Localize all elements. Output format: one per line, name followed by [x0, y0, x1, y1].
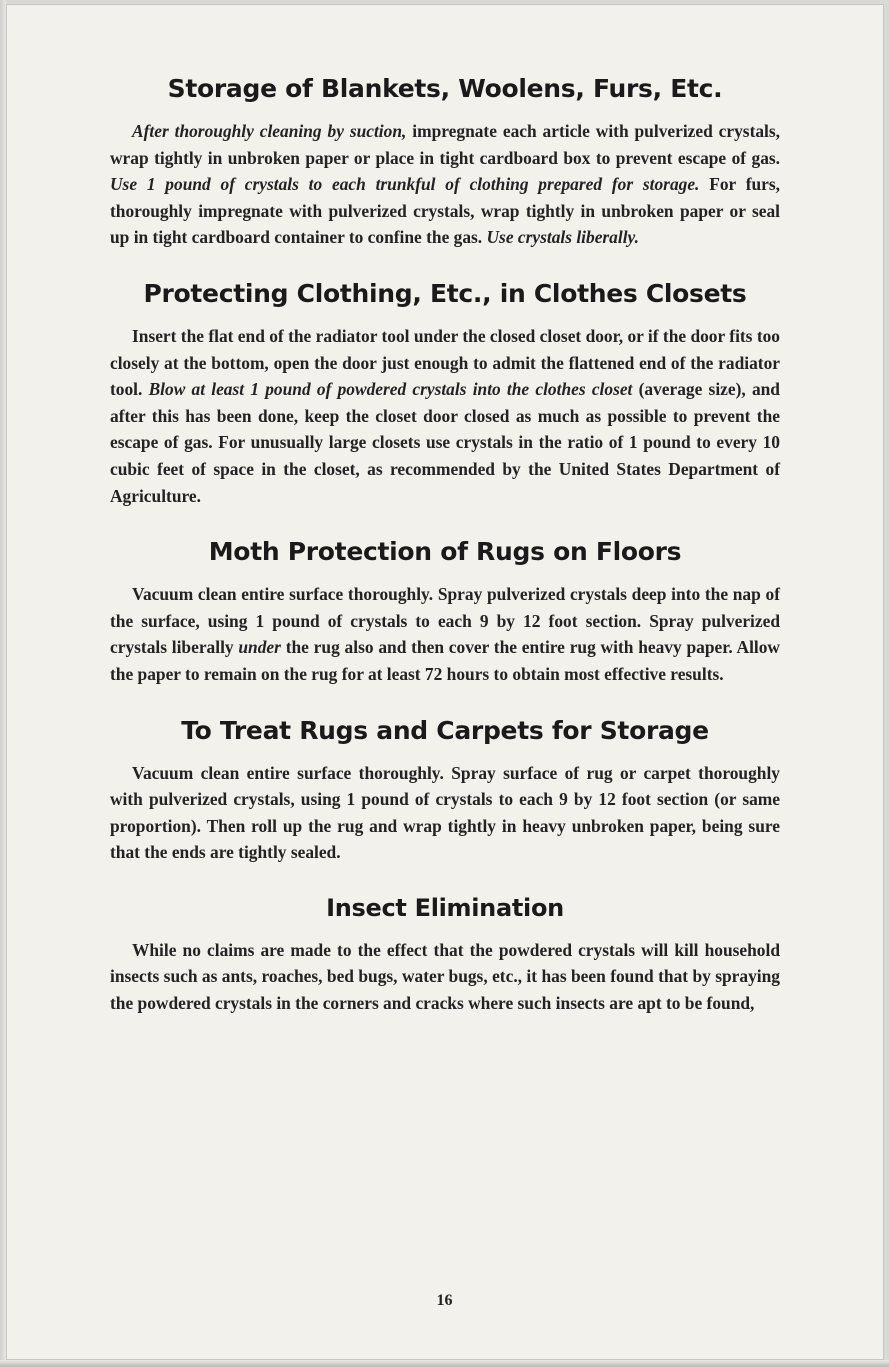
paragraph-italic-span: under: [238, 637, 281, 658]
section-blanket-storage: [110, 74, 780, 251]
section-paragraph: [110, 937, 780, 1017]
section-rug-storage: [110, 716, 780, 866]
section-rugs-on-floors: [110, 537, 780, 687]
section-heading: Insect Elimination: [326, 893, 564, 922]
document-content: [110, 64, 780, 1016]
paragraph-italic-span: Use crystals liberally.: [486, 227, 639, 248]
paragraph-span: impregnate each article with pulverized crystals, wrap tightly in unbroken paper or place in tight cardboard box to prevent escape of gas.: [110, 121, 780, 168]
paragraph-span: the rug also and then cover the entire rug with heavy paper. Allow the paper to remain on the rug for at least 72 hours to obtain most effective results.: [110, 637, 780, 684]
section-paragraph: [110, 323, 780, 509]
paragraph-italic-span: After thoroughly cleaning by suction,: [132, 121, 407, 141]
page-edge-bottom: [0, 1360, 889, 1367]
section-insect-elimination: [110, 894, 780, 1017]
section-heading: Moth Protection of Rugs on Floors: [208, 537, 682, 567]
page-number: 16: [436, 1292, 453, 1309]
paragraph-span: While no claims are made to the effect that the powdered crystals will kill household insects such as ants, roaches, bed bugs, water bugs, etc., it has been found that by spraying the powdered crystals in the corners and cracks where such insects are apt to be found,: [110, 939, 780, 1013]
section-heading: Protecting Clothing, Etc., in Clothes Closets: [143, 278, 747, 308]
paragraph-span: For furs, thoroughly impregnate with pulverized crystals, wrap tightly in unbroken paper or seal up in tight cardboard container to confine the gas.: [110, 174, 780, 248]
section-heading: Storage of Blankets, Woolens, Furs, Etc.: [167, 74, 723, 103]
paragraph-italic-span: Blow at least 1 pound of powdered crystals into the clothes closet: [148, 379, 633, 400]
section-paragraph: [110, 118, 780, 251]
section-paragraph: [110, 760, 780, 866]
paragraph-span: Vacuum clean entire surface thoroughly. Spray pulverized crystals deep into the nap of the surface, using 1 pound of crystals to each 9 by 12 foot section. Spray pulverized crystals liberally: [110, 584, 780, 658]
paragraph-italic-span: Use 1 pound of crystals to each trunkful of clothing prepared for storage.: [110, 174, 700, 195]
section-heading: To Treat Rugs and Carpets for Storage: [181, 715, 709, 745]
section-paragraph: [110, 581, 780, 687]
paragraph-span: Vacuum clean entire surface thoroughly. Spray surface of rug or carpet thoroughly with pulverized crystals, using 1 pound of crystals to each 9 by 12 foot section (or same proportion). Then roll up the rug and wrap tightly in heavy unbroken paper, being sure that the ends are tightly sealed.: [110, 762, 780, 863]
paragraph-span: Insert the flat end of the radiator tool under the closed closet door, or if the door fits too closely at the bottom, open the door just enough to admit the flattened end of the radiator tool.: [110, 325, 780, 400]
section-clothes-closets: [110, 279, 780, 509]
paragraph-span: (average size), and after this has been done, keep the closet door closed as much as possible to prevent the escape of gas. For unusually large closets use crystals in the ratio of 1 pound to every 10 cubic feet of space in the closet, as recommended by the United States Department of Agriculture.: [110, 379, 780, 506]
